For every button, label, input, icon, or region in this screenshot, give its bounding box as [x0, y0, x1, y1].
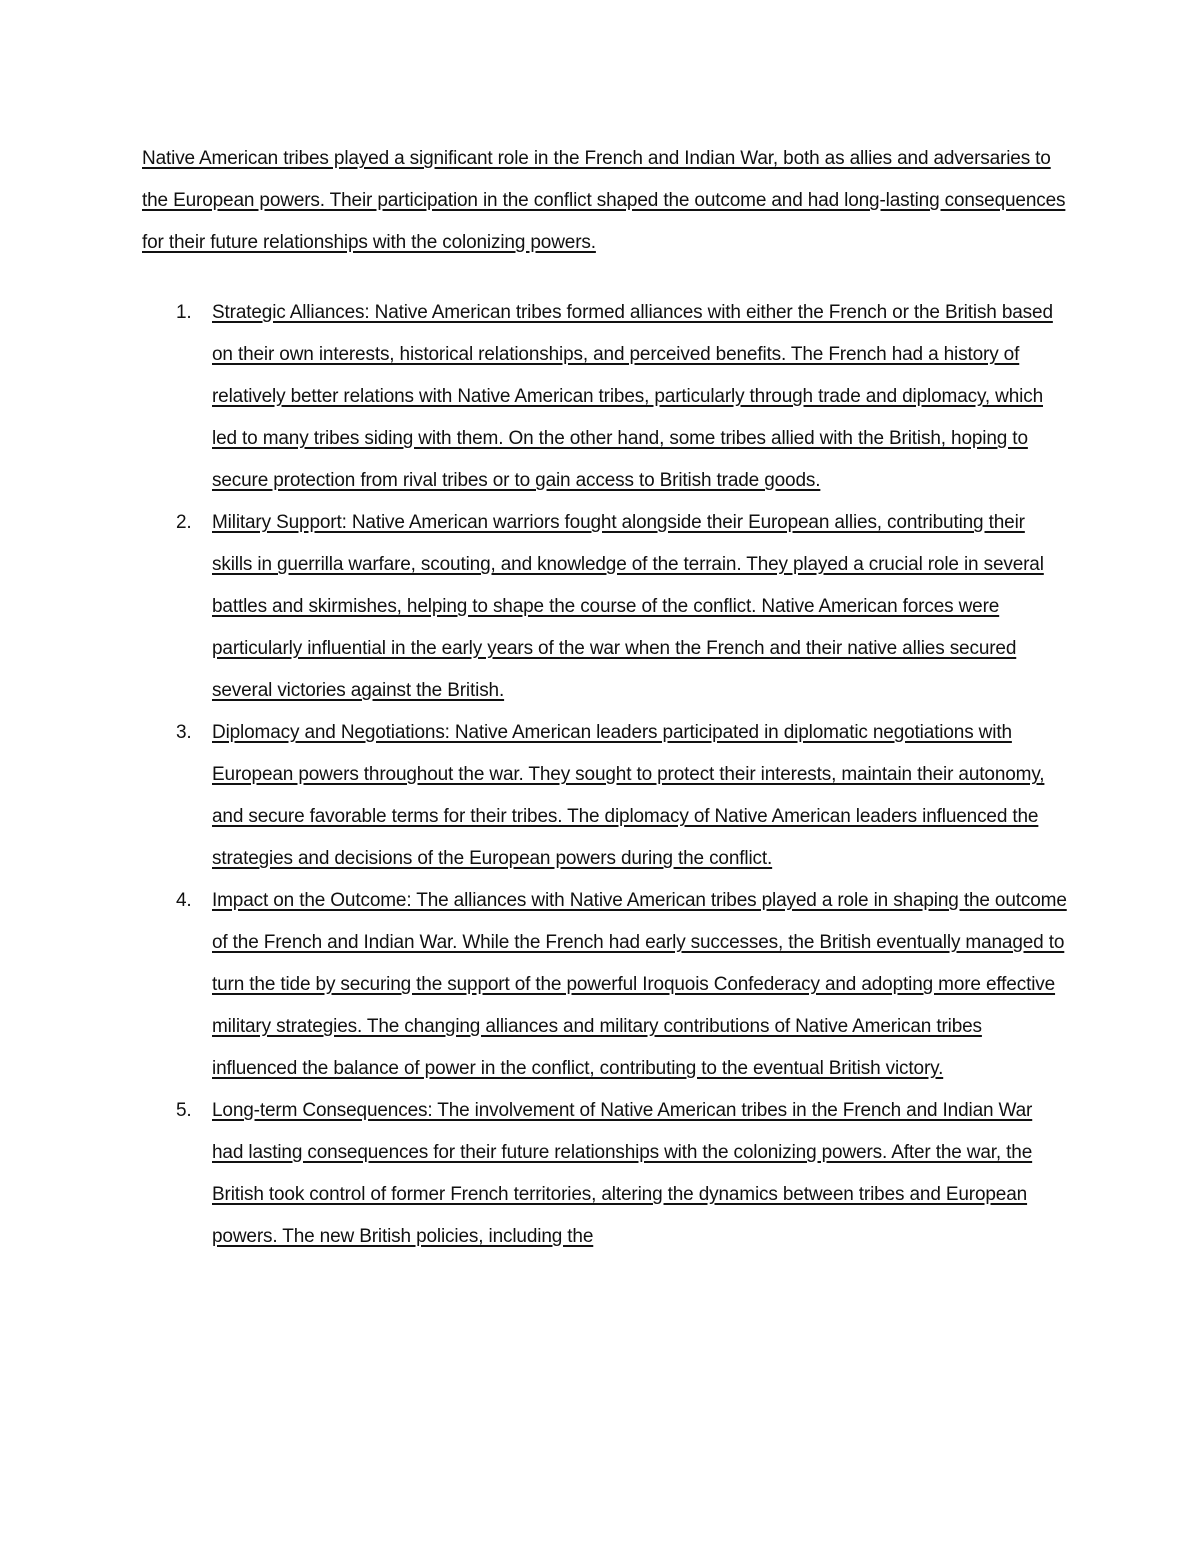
- list-item-military-support: [142, 502, 1067, 712]
- list-item-number: 2.: [176, 512, 192, 533]
- list-item-number: 1.: [176, 302, 192, 323]
- list-item-strategic-alliances: [142, 292, 1067, 502]
- list-item-long-term-consequences: [142, 1090, 1067, 1258]
- list-item-text: Diplomacy and Negotiations: Native American leaders participated in diplomatic negotiations with European powers throughout the war. They sought to protect their interests, maintain their autonomy, and secure favorable terms for their tribes. The diplomacy of Native American leaders influenced the strategies and decisions of the European powers during the conflict.: [212, 722, 1045, 869]
- intro-paragraph: Native American tribes played a significant role in the French and Indian War, both as allies and adversaries to the European powers. Their participation in the conflict shaped the outcome and had long-lasting consequences for their future relationships with the colonizing powers.: [142, 148, 1066, 253]
- list-item-number: 4.: [176, 890, 192, 911]
- list-item-number: 5.: [176, 1100, 192, 1121]
- list-item-text: Long-term Consequences: The involvement of Native American tribes in the French and Indian War had lasting consequences for their future relationships with the colonizing powers. After the war, the British took control of former French territories, altering the dynamics between tribes and European powers. The new British policies, including the: [212, 1100, 1033, 1247]
- list-item-number: 3.: [176, 722, 192, 743]
- list-item-diplomacy-negotiations: [142, 712, 1067, 880]
- list-item-text: Strategic Alliances: Native American tribes formed alliances with either the French or the British based on their own interests, historical relationships, and perceived benefits. The French had a history of relatively better relations with Native American tribes, particularly through trade and diplomacy, which led to many tribes siding with them. On the other hand, some tribes allied with the British, hoping to secure protection from rival tribes or to gain access to British trade goods.: [212, 302, 1053, 491]
- list-item-text: Military Support: Native American warriors fought alongside their European allies, contributing their skills in guerrilla warfare, scouting, and knowledge of the terrain. They played a crucial role in several battles and skirmishes, helping to shape the course of the conflict. Native American forces were particularly influential in the early years of the war when the French and their native allies secured several victories against the British.: [212, 512, 1044, 701]
- numbered-list: [142, 292, 1067, 1258]
- list-item-text: Impact on the Outcome: The alliances with Native American tribes played a role in shaping the outcome of the French and Indian War. While the French had early successes, the British eventually managed to turn the tide by securing the support of the powerful Iroquois Confederacy and adopting more effective military strategies. The changing alliances and military contributions of Native American tribes influenced the balance of power in the conflict, contributing to the eventual British victory.: [212, 890, 1067, 1079]
- document-body: [142, 138, 1067, 1258]
- list-item-impact-on-outcome: [142, 880, 1067, 1090]
